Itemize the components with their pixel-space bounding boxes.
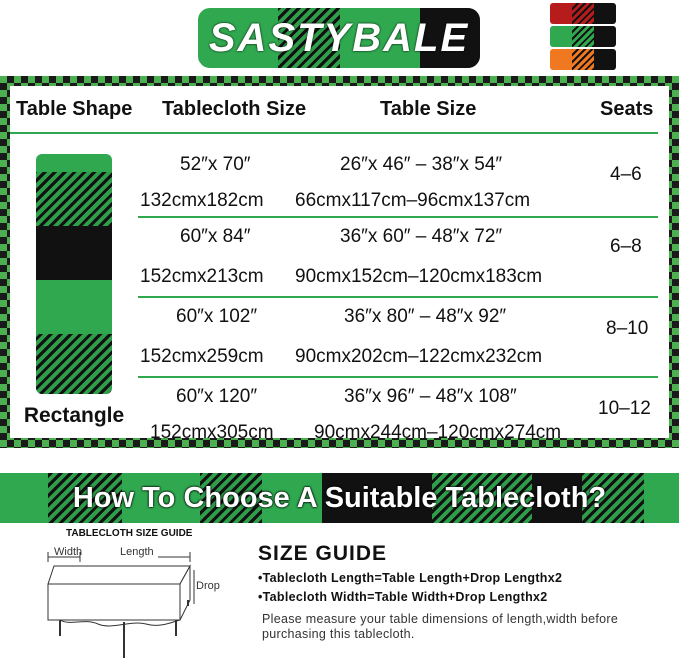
row-divider bbox=[138, 216, 658, 218]
row2-cloth-cm: 152cmx213cm bbox=[140, 266, 264, 287]
header-seats: Seats bbox=[600, 98, 654, 120]
row1-size-cm: 66cmx117cm–96cmx137cm bbox=[295, 190, 531, 211]
green-plaid-swatch[interactable] bbox=[550, 26, 616, 47]
row1-cloth-inches: 52″x 70″ bbox=[180, 154, 251, 175]
rectangle-tablecloth-image bbox=[36, 154, 112, 394]
row3-cloth-cm: 152cmx259cm bbox=[140, 346, 264, 367]
header-divider bbox=[10, 132, 658, 134]
row-divider bbox=[138, 296, 658, 298]
drop-label: Drop bbox=[196, 580, 220, 592]
header-tablecloth-size: Tablecloth Size bbox=[162, 98, 307, 120]
row2-seats: 6–8 bbox=[610, 236, 642, 257]
header-table-shape: Table Shape bbox=[16, 98, 133, 120]
row1-cloth-cm: 132cmx182cm bbox=[140, 190, 264, 211]
row3-cloth-inches: 60″x 102″ bbox=[176, 306, 258, 327]
row4-cloth-inches: 60″x 120″ bbox=[176, 386, 258, 407]
tablecloth-diagram bbox=[40, 540, 230, 662]
size-guide-title: SIZE GUIDE bbox=[258, 542, 388, 565]
brand-name: SASTYBALE bbox=[208, 15, 470, 60]
row3-size-inches: 36″x 80″ – 48″x 92″ bbox=[344, 306, 507, 327]
row4-size-inches: 36″x 96″ – 48″x 108″ bbox=[344, 386, 517, 407]
row-divider bbox=[138, 376, 658, 378]
row1-size-inches: 26″x 46″ – 38″x 54″ bbox=[340, 154, 503, 175]
row4-cloth-cm: 152cmx305cm bbox=[150, 422, 274, 443]
banner-title: How To Choose A Suitable Tablecloth? bbox=[72, 481, 607, 514]
row2-cloth-inches: 60″x 84″ bbox=[180, 226, 251, 247]
row2-size-cm: 90cmx152cm–120cmx183cm bbox=[295, 266, 543, 287]
guide-caption: TABLECLOTH SIZE GUIDE bbox=[66, 528, 193, 539]
red-plaid-swatch[interactable] bbox=[550, 3, 616, 24]
size-table bbox=[10, 86, 669, 443]
row4-size-cm: 90cmx244cm–120cmx274cm bbox=[314, 422, 562, 443]
brand-logo bbox=[198, 8, 480, 68]
width-label: Width bbox=[54, 546, 83, 558]
row2-size-inches: 36″x 60″ – 48″x 72″ bbox=[340, 226, 503, 247]
size-table-frame bbox=[0, 76, 679, 448]
orange-plaid-swatch[interactable] bbox=[550, 49, 616, 70]
row3-seats: 8–10 bbox=[606, 318, 649, 339]
row3-size-cm: 90cmx202cm–122cmx232cm bbox=[295, 346, 543, 367]
length-formula: •Tablecloth Length=Table Length+Drop Lengthx2 bbox=[258, 571, 563, 585]
shape-label: Rectangle bbox=[23, 404, 125, 427]
row4-seats: 10–12 bbox=[598, 398, 651, 419]
how-to-choose-banner bbox=[0, 473, 679, 523]
width-formula: •Tablecloth Width=Table Width+Drop Lengthx2 bbox=[258, 590, 548, 604]
length-label: Length bbox=[120, 546, 154, 558]
header-table-size: Table Size bbox=[380, 98, 477, 120]
row1-seats: 4–6 bbox=[610, 164, 642, 185]
measure-note: Please measure your table dimensions of length,width before purchasing this tablecloth. bbox=[262, 612, 619, 641]
